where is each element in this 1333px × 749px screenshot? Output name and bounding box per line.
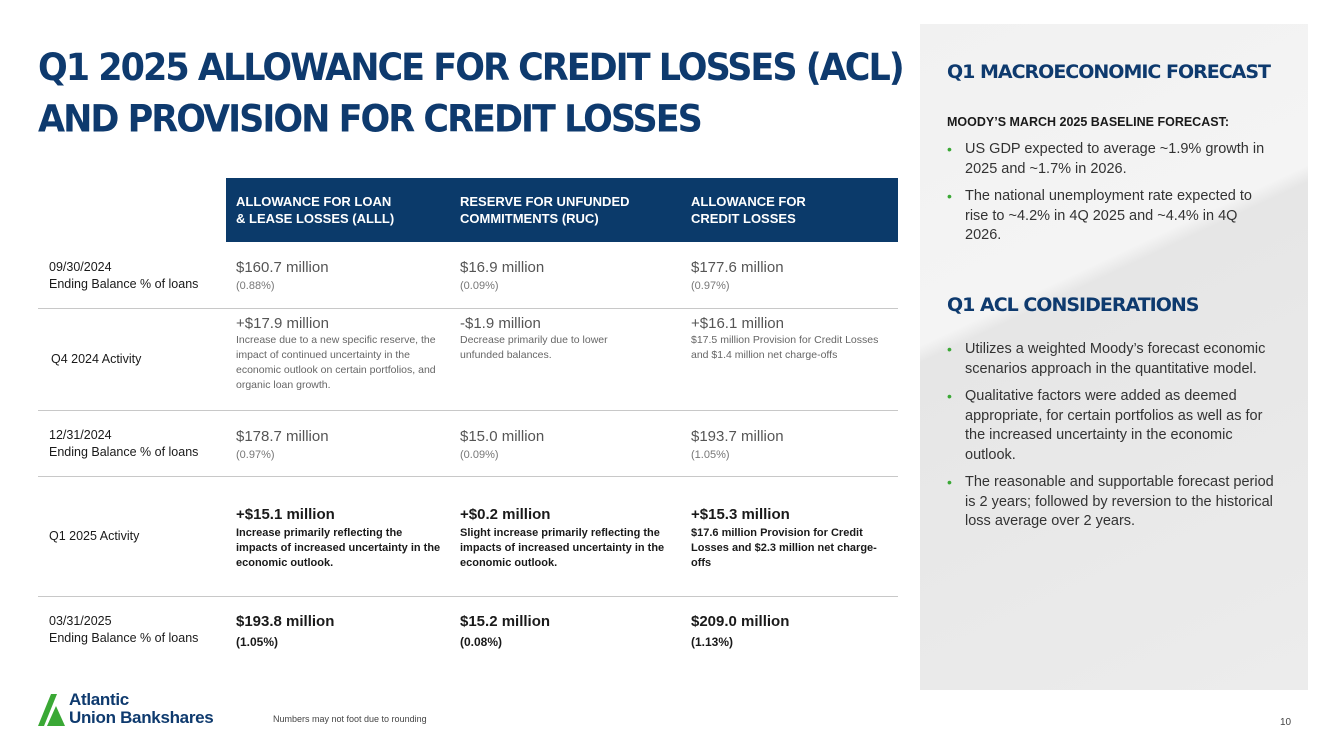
row-label: 03/31/2025 Ending Balance % of loans [49,614,199,645]
table-row [38,597,898,667]
list-item: • The reasonable and supportable forecast period is 2 years; followed by reversion to the historical loss average over 2 years. [947,474,1274,529]
header-ruc: RESERVE FOR UNFUNDED COMMITMENTS (RUC) [460,194,630,226]
macro-forecast-heading: Q1 MACROECONOMIC FORECAST [947,61,1271,83]
moodys-subheading: MOODY’S MARCH 2025 BASELINE FORECAST: [947,115,1229,129]
cell-ruc: +$0.2 million Slight increase primarily reflecting the impacts of increased uncertainty in the economic outlook. [460,506,665,569]
title-line-2: AND PROVISION FOR CREDIT LOSSES [38,98,701,142]
logo-line-1: Atlantic [69,690,129,709]
cell-alll: $193.8 million (1.05%) [236,613,335,649]
cell-ruc: $16.9 million (0.09%) [460,259,545,292]
table-row [38,411,898,477]
page-number: 10 [1280,717,1292,728]
row-label: 09/30/2024 Ending Balance % of loans [49,260,199,291]
cell-alll: +$15.1 million Increase primarily reflecting the impacts of increased uncertainty in the economic outlook. [236,506,441,569]
rounding-note: Numbers may not foot due to rounding [273,714,427,724]
cell-acl: +$15.3 million $17.6 million Provision for Credit Losses and $2.3 million net charge-offs [691,506,877,569]
list-item: • Utilizes a weighted Moody’s forecast economic scenarios approach in the quantitative model. [947,341,1266,377]
table-row [38,242,898,309]
row-label: 12/31/2024 Ending Balance % of loans [49,428,199,459]
cell-acl: $193.7 million (1.05%) [691,428,784,461]
company-logo [38,690,256,730]
forecast-bullets [947,140,1277,254]
list-item: • The national unemployment rate expected to rise to ~4.2% in 4Q 2025 and ~4.4% in 4Q 2026. [947,188,1252,243]
cell-alll: +$17.9 million Increase due to a new specific reserve, the impact of continued uncertainty in the economic outlook on certain portfolios, and organic loan growth. [236,315,436,391]
row-label: Q1 2025 Activity [49,529,140,543]
logo-line-2: Union Bankshares [69,708,214,727]
bullet-icon: • [947,188,952,204]
table-header [226,178,898,242]
logo-mark-icon [38,692,68,726]
bullet-icon: • [947,341,952,357]
acl-considerations-heading: Q1 ACL CONSIDERATIONS [947,294,1199,316]
cell-ruc: $15.2 million (0.08%) [460,613,551,649]
bullet-icon: • [947,474,952,490]
cell-alll: $178.7 million (0.97%) [236,428,329,461]
list-item: • Qualitative factors were added as deemed appropriate, for certain portfolios as well as for the increased uncertainty in the economic outlook. [947,388,1263,463]
title-line-1: Q1 2025 ALLOWANCE FOR CREDIT LOSSES (ACL) [38,46,903,90]
table-row [38,309,898,411]
cell-alll: $160.7 million (0.88%) [236,259,329,292]
table-row [38,477,898,597]
bullet-icon: • [947,141,952,157]
cell-acl: $177.6 million (0.97%) [691,259,784,292]
bullet-icon: • [947,388,952,404]
cell-ruc: $15.0 million (0.09%) [460,428,545,461]
cell-acl: $209.0 million (1.13%) [691,613,790,649]
cell-acl: +$16.1 million $17.5 million Provision for Credit Losses and $1.4 million net charge-offs [691,315,879,361]
cell-ruc: -$1.9 million Decrease primarily due to lower unfunded balances. [460,315,608,361]
page-title [38,42,903,146]
row-label: Q4 2024 Activity [51,352,142,366]
acl-bullets [947,340,1277,540]
header-alll: ALLOWANCE FOR LOAN & LEASE LOSSES (ALLL) [236,194,395,226]
header-acl: ALLOWANCE FOR CREDIT LOSSES [691,194,806,226]
forecast-panel [920,24,1308,690]
list-item: • US GDP expected to average ~1.9% growth in 2025 and ~1.7% in 2026. [947,141,1265,177]
